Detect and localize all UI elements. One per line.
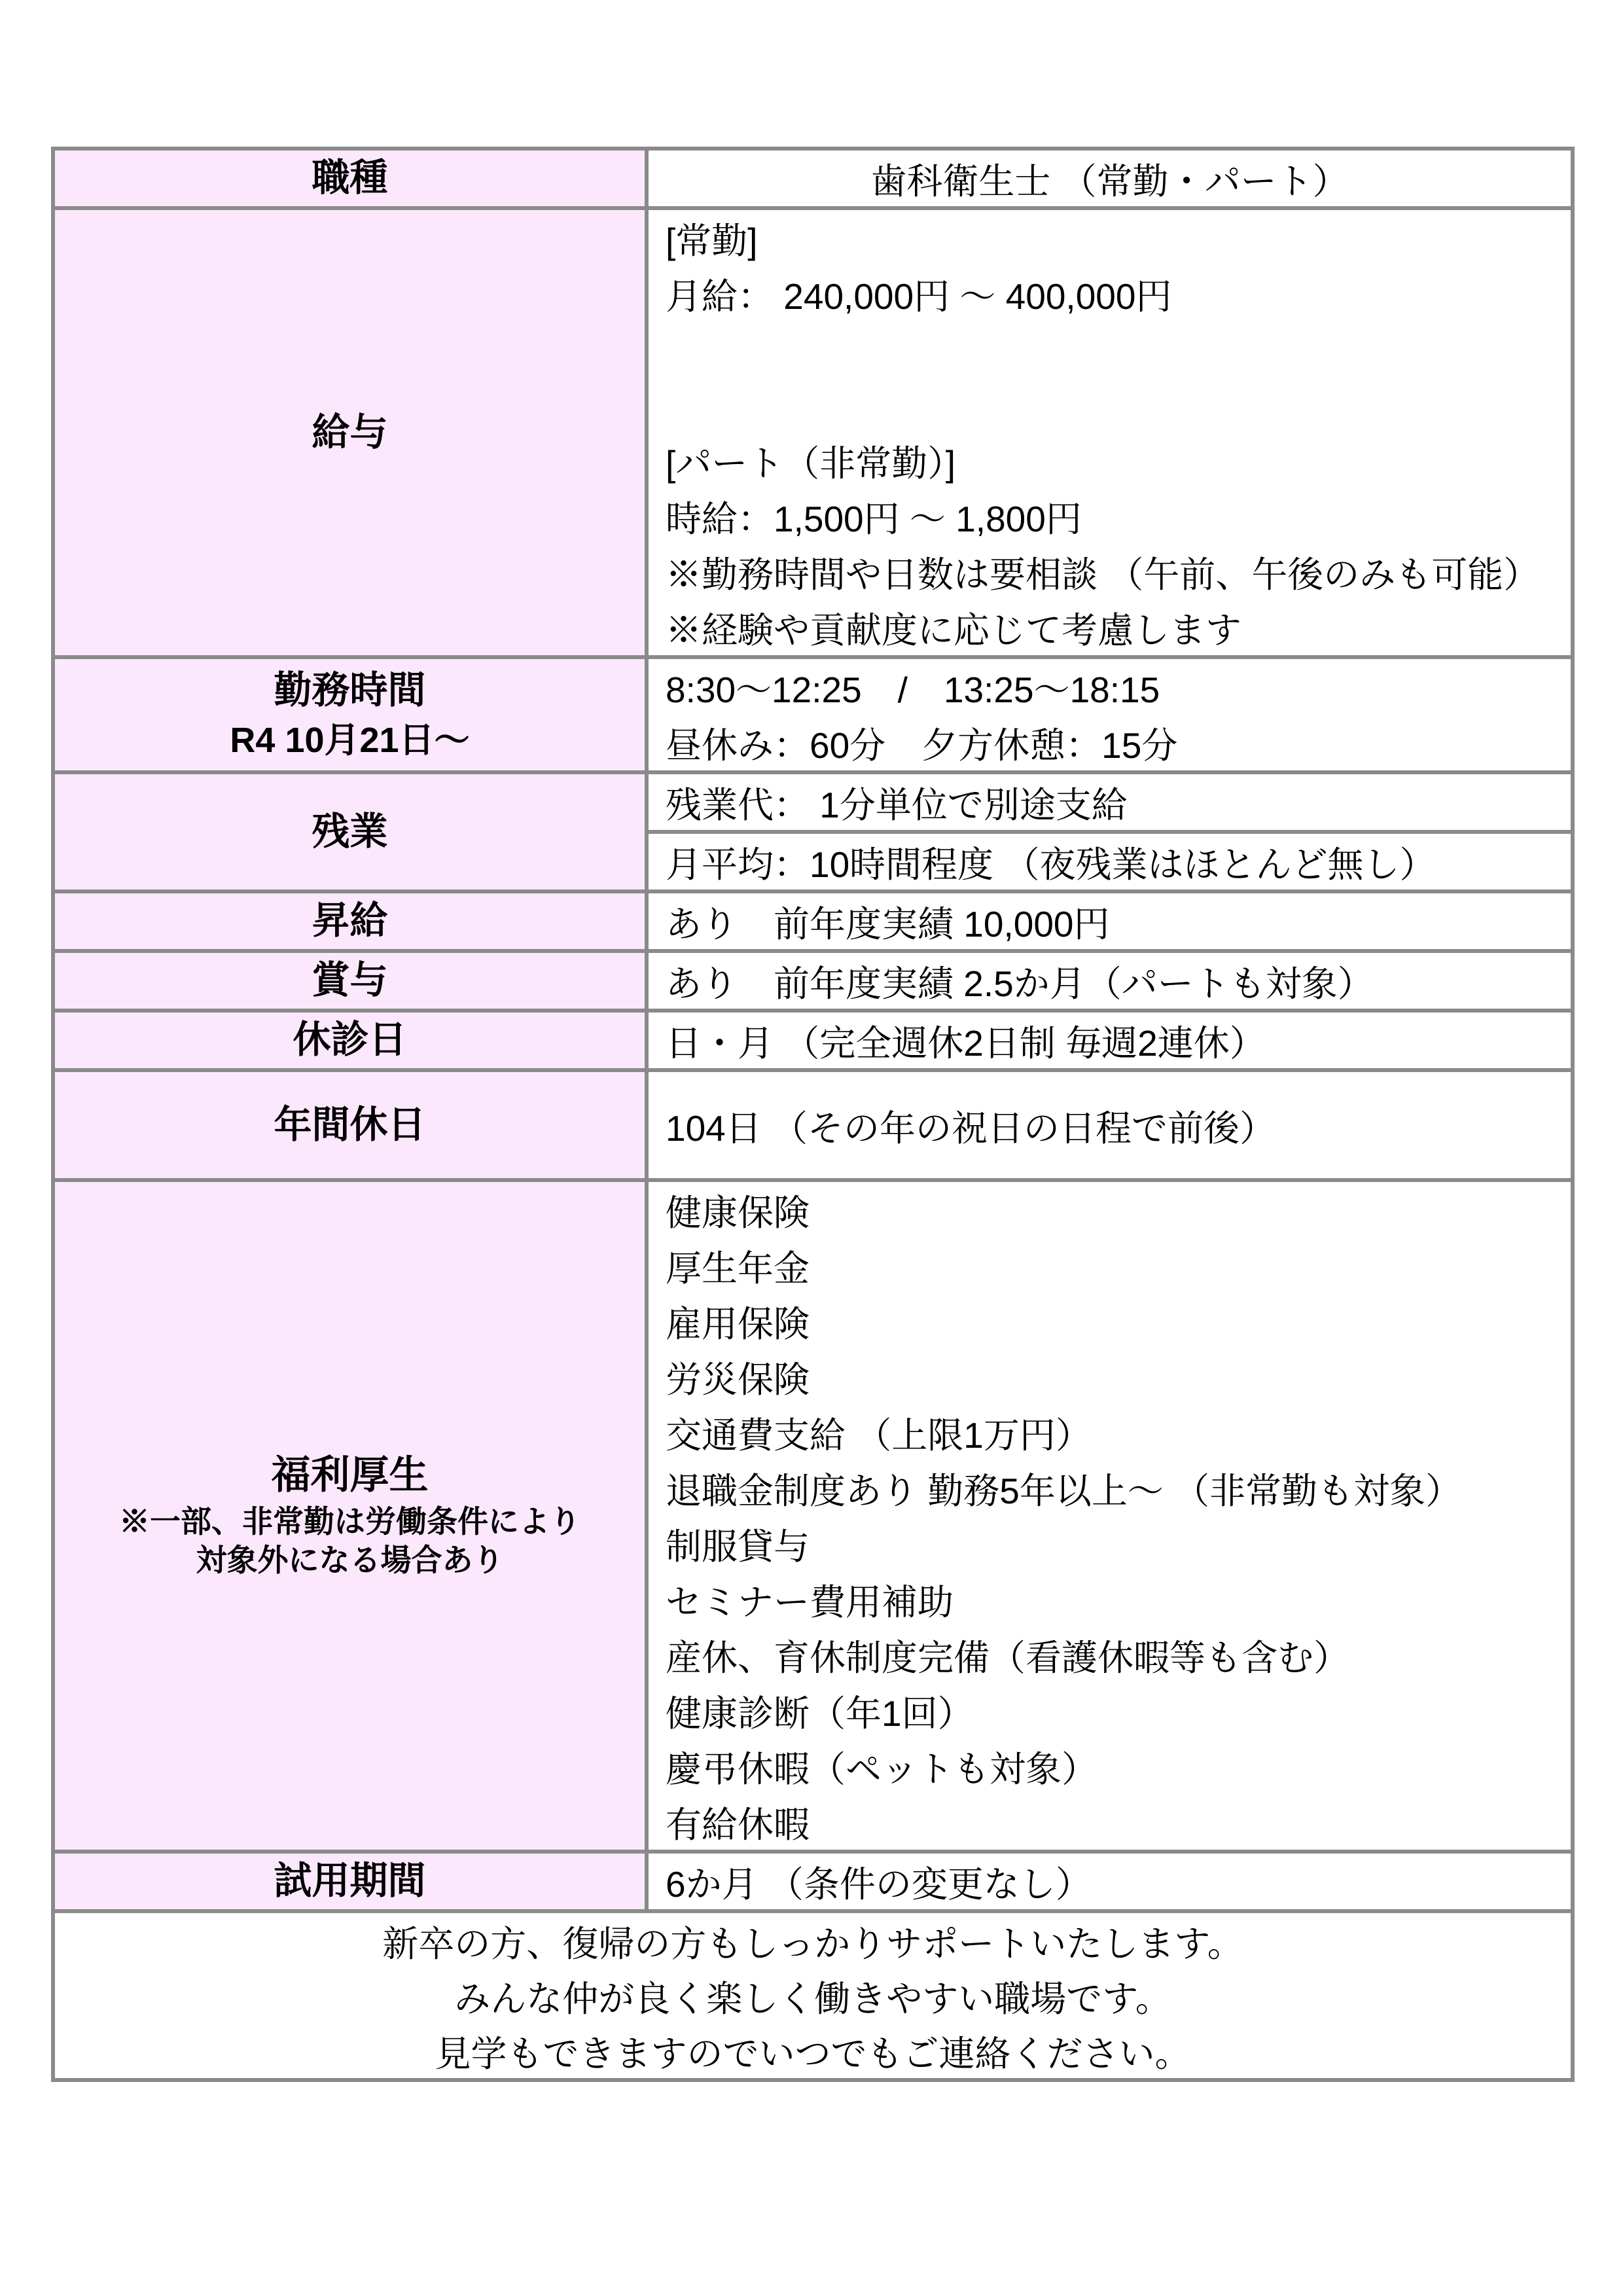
salary-label: 給与 <box>53 208 647 657</box>
benefit-item: 労災保険 <box>666 1359 810 1400</box>
occupation-value <box>647 149 1573 208</box>
benefit-item: 慶弔休暇（ペットも対象） <box>666 1749 1098 1789</box>
benefit-item: 雇用保険 <box>666 1304 810 1344</box>
footer-message-line: 新卒の方、復帰の方もしっかりサポートいたします。 <box>382 1923 1243 1964</box>
row-overtime-1 <box>53 772 1573 832</box>
overtime-label: 残業 <box>53 772 647 891</box>
benefit-item: 産休、育休制度完備（看護休暇等も含む） <box>666 1638 1350 1678</box>
closed-days-value <box>647 1011 1573 1070</box>
raise-label: 昇給 <box>53 891 647 951</box>
benefit-item: 健康保険 <box>666 1193 810 1233</box>
row-raise <box>53 891 1573 951</box>
working-hours-label-line2: R4 10月21日～ <box>230 720 470 760</box>
row-closed-days <box>53 1011 1573 1070</box>
benefits-label-title: 福利厚生 <box>271 1453 429 1498</box>
overtime-pay-value <box>647 772 1573 832</box>
salary-value <box>647 208 1573 657</box>
overtime-average-text: 月平均：10時間程度 （夜残業はほとんど無し） <box>666 844 1436 885</box>
salary-line: 時給：1,500円 ～ 1,800円 <box>666 499 1082 539</box>
footer-message-line: 見学もできますのでいつでもご連絡ください。 <box>435 2033 1191 2074</box>
benefit-item: 制服貸与 <box>666 1526 810 1567</box>
closed-days-label: 休診日 <box>53 1011 647 1070</box>
salary-line: 月給： 240,000円 ～ 400,000円 <box>666 276 1172 317</box>
annual-holidays-text: 104日 （その年の祝日の日程で前後） <box>666 1107 1276 1149</box>
row-working-hours <box>53 657 1573 772</box>
benefit-item: 退職金制度あり 勤務5年以上～ （非常勤も対象） <box>666 1471 1462 1511</box>
working-hours-line: 昼休み：60分 夕方休憩：15分 <box>666 725 1178 766</box>
annual-holidays-label: 年間休日 <box>53 1070 647 1180</box>
benefits-label <box>53 1180 647 1852</box>
row-benefits <box>53 1180 1573 1852</box>
row-annual-holidays <box>53 1070 1573 1180</box>
salary-line: [パート（非常勤）] <box>666 443 956 484</box>
benefit-item: 厚生年金 <box>666 1248 810 1289</box>
salary-line: ※勤務時間や日数は要相談 （午前、午後のみも可能） <box>666 554 1540 595</box>
occupation-label: 職種 <box>53 149 647 208</box>
row-occupation <box>53 149 1573 208</box>
row-salary <box>53 208 1573 657</box>
benefit-item: 有給休暇 <box>666 1804 810 1845</box>
probation-value <box>647 1852 1573 1911</box>
bonus-text: あり 前年度実績 2.5か月（パートも対象） <box>666 963 1374 1004</box>
benefits-note-line1: ※一部、非常勤は労働条件により <box>119 1504 580 1539</box>
raise-text: あり 前年度実績 10,000円 <box>666 904 1110 944</box>
working-hours-value <box>647 657 1573 772</box>
benefits-value <box>647 1180 1573 1852</box>
probation-text: 6か月 （条件の変更なし） <box>666 1864 1092 1905</box>
salary-line: ※経験や貢献度に応じて考慮します <box>666 610 1242 651</box>
raise-value <box>647 891 1573 951</box>
probation-label: 試用期間 <box>53 1852 647 1911</box>
row-footer-message <box>53 1911 1573 2080</box>
salary-line: [常勤] <box>666 221 758 261</box>
benefit-item: セミナー費用補助 <box>666 1582 954 1623</box>
closed-days-text: 日・月 （完全週休2日制 毎週2連休） <box>666 1023 1266 1064</box>
bonus-label: 賞与 <box>53 951 647 1011</box>
overtime-average-value <box>647 832 1573 891</box>
benefit-item: 交通費支給 （上限1万円） <box>666 1415 1092 1456</box>
annual-holidays-value <box>647 1070 1573 1180</box>
occupation-value-text: 歯科衛生士 （常勤・パート） <box>870 161 1349 202</box>
row-probation <box>53 1852 1573 1911</box>
benefit-item: 健康診断（年1回） <box>666 1693 974 1734</box>
row-bonus <box>53 951 1573 1011</box>
working-hours-label <box>53 657 647 772</box>
footer-message-line: みんな仲が良く楽しく働きやすい職場です。 <box>454 1978 1171 2019</box>
job-posting-table <box>51 147 1575 2082</box>
footer-message <box>53 1911 1573 2080</box>
benefits-note-line2: 対象外になる場合あり <box>196 1543 504 1577</box>
benefits-label-note <box>55 1503 645 1580</box>
salary-line-blank <box>666 377 1554 433</box>
working-hours-label-line1: 勤務時間 <box>274 669 426 712</box>
bonus-value <box>647 951 1573 1011</box>
salary-line-blank <box>666 321 1554 377</box>
overtime-pay-text: 残業代： 1分単位で別途支給 <box>666 785 1128 825</box>
working-hours-line: 8:30～12:25 / 13:25～18:15 <box>666 670 1160 710</box>
